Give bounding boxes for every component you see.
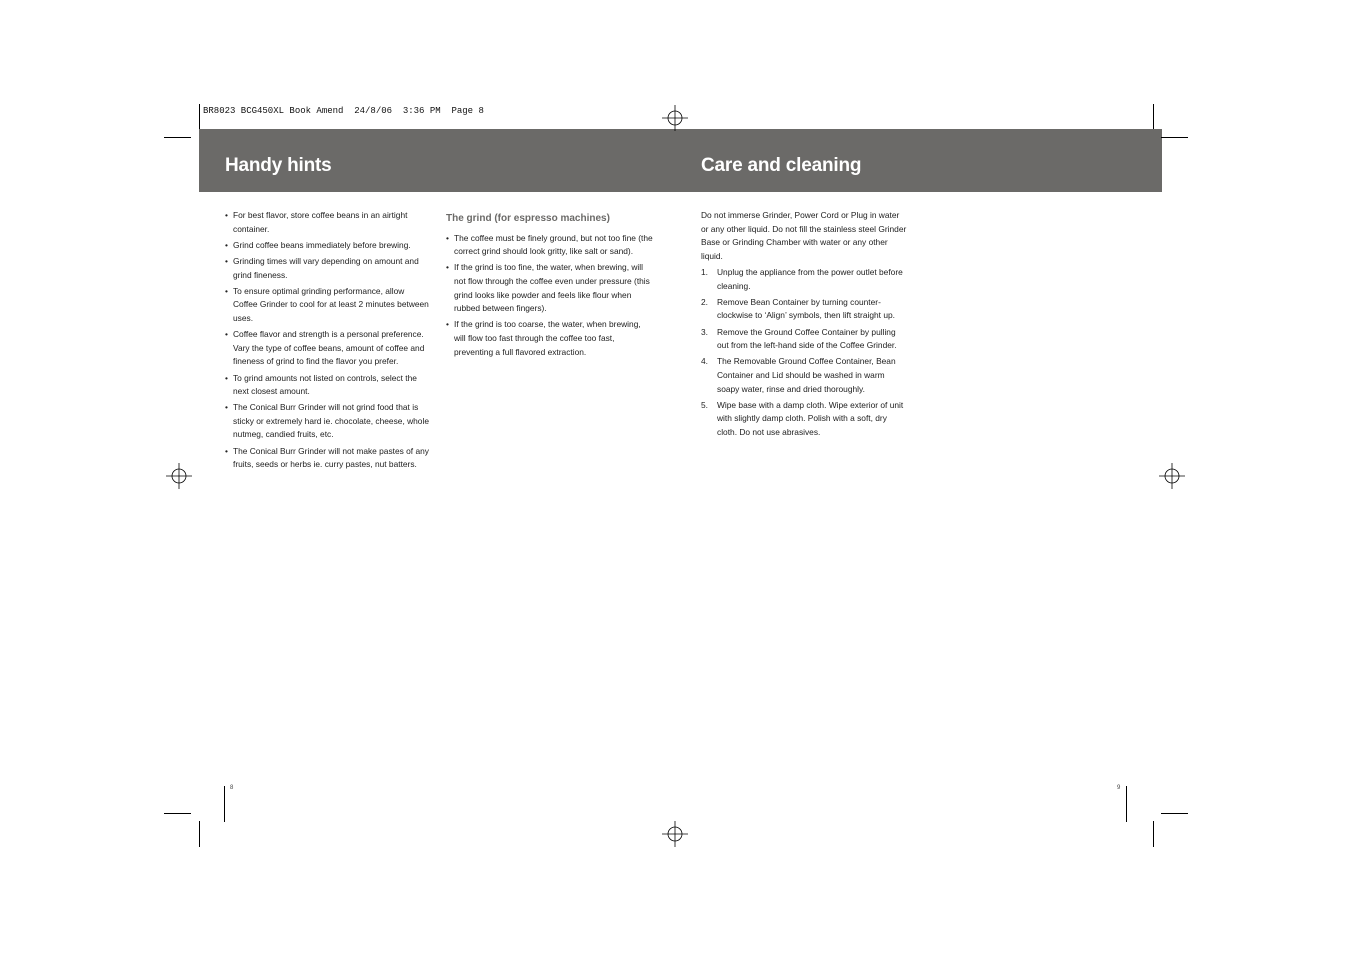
crop-mark	[1153, 821, 1154, 847]
page-number-right: 9	[1117, 785, 1121, 791]
hint-item: • Grinding times will vary depending on amount and grind fineness.	[225, 255, 431, 282]
registration-mark-icon	[1159, 463, 1185, 489]
grind-item: • If the grind is too coarse, the water, when brewing, will flow too fast through the coffee too fast, preventing a full flavored extraction.	[446, 318, 654, 359]
grind-heading: The grind (for espresso machines)	[446, 213, 610, 224]
hint-item: • Coffee flavor and strength is a personal preference. Vary the type of coffee beans, amount of coffee and fineness of grind to find the flavor you prefer.	[225, 328, 431, 369]
grind-column	[446, 212, 654, 362]
care-cleaning-title: Care and cleaning	[701, 155, 862, 176]
crop-mark	[1153, 104, 1154, 129]
care-step	[701, 355, 907, 396]
folio-guide-line	[224, 786, 225, 822]
care-steps-list	[701, 266, 907, 440]
care-step	[701, 296, 907, 323]
care-step	[701, 266, 907, 293]
page-number-left: 8	[230, 785, 234, 791]
step-text: Remove the Ground Coffee Container by pulling out from the left-hand side of the Coffee Grinder.	[717, 326, 897, 351]
step-text: Wipe base with a damp cloth. Wipe exterior of unit with slightly damp cloth. Polish with a soft, dry cloth. Do not use abrasives.	[717, 399, 904, 437]
hint-item: • For best flavor, store coffee beans in an airtight container.	[225, 209, 431, 236]
grind-list	[446, 232, 654, 360]
step-text: The Removable Ground Coffee Container, Bean Container and Lid should be washed in warm soapy water, rinse and dried thoroughly.	[717, 356, 896, 394]
hint-item: • The Conical Burr Grinder will not grind food that is sticky or extremely hard ie. chocolate, cheese, whole nutmeg, candied fruits, etc.	[225, 401, 431, 442]
hint-item: • To ensure optimal grinding performance, allow Coffee Grinder to cool for at least 2 minutes between uses.	[225, 285, 431, 326]
step-text: Unplug the appliance from the power outlet before cleaning.	[717, 266, 903, 291]
hint-item: • Grind coffee beans immediately before brewing.	[225, 239, 431, 253]
print-slug: BR8023 BCG450XL Book Amend 24/8/06 3:36 PM Page 8	[203, 106, 484, 116]
care-step	[701, 399, 907, 440]
step-number: 1.	[701, 266, 708, 277]
hint-item: • To grind amounts not listed on controls, select the next closest amount.	[225, 372, 431, 399]
care-intro: Do not immerse Grinder, Power Cord or Plug in water or any other liquid. Do not fill the stainless steel Grinder Base or Grinding Chamber with water or any other liquid.	[701, 210, 907, 261]
step-text: Remove Bean Container by turning counter-clockwise to ‘Align’ symbols, then lift straight up.	[717, 296, 895, 321]
registration-mark-icon	[662, 105, 688, 131]
crop-mark	[1161, 137, 1188, 138]
handy-hints-column	[225, 209, 431, 474]
step-number: 4.	[701, 356, 708, 367]
crop-mark	[199, 821, 200, 847]
crop-mark	[164, 813, 191, 814]
step-number: 5.	[701, 399, 708, 410]
registration-mark-icon	[662, 821, 688, 847]
handy-hints-title: Handy hints	[225, 155, 332, 176]
care-step	[701, 326, 907, 353]
crop-mark	[1161, 813, 1188, 814]
crop-mark	[164, 137, 191, 138]
grind-item: • If the grind is too fine, the water, when brewing, will not flow through the coffee even under pressure (this grind looks like powder and feels like flour when rubbed between fingers).	[446, 261, 654, 315]
step-number: 2.	[701, 296, 708, 307]
step-number: 3.	[701, 326, 708, 337]
hint-item: • The Conical Burr Grinder will not make pastes of any fruits, seeds or herbs ie. curry pastes, nut batters.	[225, 445, 431, 472]
header-band	[199, 129, 1162, 192]
crop-mark	[199, 104, 200, 129]
grind-item: • The coffee must be finely ground, but not too fine (the correct grind should look gritty, like salt or sand).	[446, 232, 654, 259]
care-cleaning-column	[701, 209, 907, 442]
folio-guide-line	[1126, 786, 1127, 822]
registration-mark-icon	[166, 463, 192, 489]
handy-hints-list	[225, 209, 431, 472]
